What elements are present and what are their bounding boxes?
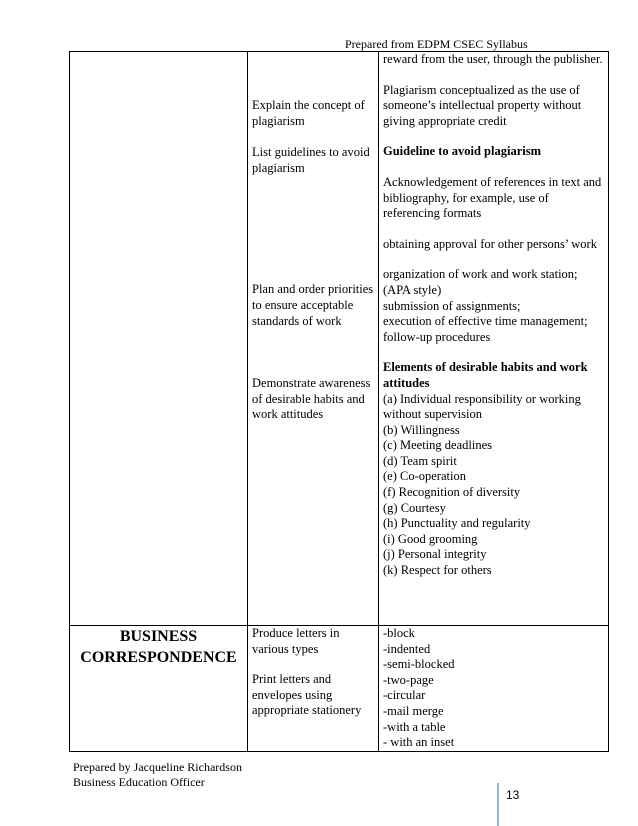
- objective-produce-letters: Produce letters in various types: [252, 626, 340, 656]
- list-item: -block: [383, 626, 415, 640]
- content-habits-heading: Elements of desirable habits and work attitudes: [383, 360, 588, 390]
- content-cell: [379, 52, 609, 626]
- list-item: -with a table: [383, 719, 446, 734]
- objectives-cell: [248, 626, 379, 752]
- table-row: [70, 626, 609, 752]
- list-item: (j) Personal integrity: [383, 547, 487, 562]
- objective-list-guidelines: List guidelines to avoid plagiarism: [252, 145, 370, 175]
- list-item: (b) Willingness: [383, 422, 460, 437]
- page-number: 13: [506, 788, 520, 802]
- list-item: -mail merge: [383, 703, 444, 718]
- content-cell: [379, 626, 609, 752]
- content-guideline-heading: Guideline to avoid plagiarism: [383, 144, 542, 159]
- list-item: (f) Recognition of diversity: [383, 485, 521, 500]
- list-item: -two-page: [383, 672, 434, 687]
- objectives-cell: [248, 52, 379, 626]
- table-row: [70, 52, 609, 626]
- page-footer: [73, 760, 242, 790]
- objective-explain-plagiarism: Explain the concept of plagiarism: [252, 98, 365, 128]
- list-item: (e) Co-operation: [383, 469, 466, 484]
- content-reward: reward from the user, through the publisher.: [383, 52, 603, 66]
- list-item: (c) Meeting deadlines: [383, 438, 492, 453]
- list-item: - with an inset: [383, 735, 455, 750]
- topic-title-line2: CORRESPONDENCE: [80, 649, 237, 666]
- list-item: -indented: [383, 641, 431, 656]
- objective-plan-priorities: Plan and order priorities to ensure acceptable standards of work: [252, 282, 374, 328]
- list-item: (d) Team spirit: [383, 453, 457, 468]
- page-number-divider: [497, 783, 499, 826]
- objective-desirable-habits: Demonstrate awareness of desirable habits and work attitudes: [252, 376, 371, 422]
- list-item: submission of assignments;: [383, 298, 521, 313]
- list-item: execution of effective time management;: [383, 314, 588, 329]
- footer-title: Business Education Officer: [73, 775, 205, 789]
- topic-cell: [70, 52, 248, 626]
- content-acknowledgement: Acknowledgement of references in text and bibliography, for example, use of referencing formats: [383, 174, 602, 221]
- page-header: Prepared from EDPM CSEC Syllabus: [345, 37, 528, 51]
- content-approval: obtaining approval for other persons’ work: [383, 236, 597, 251]
- topic-title-line1: BUSINESS: [119, 628, 198, 645]
- letter-types-list: [383, 626, 604, 751]
- list-item: -semi-blocked: [383, 657, 455, 672]
- habits-list: [383, 392, 604, 579]
- list-item: (k) Respect for others: [383, 563, 492, 578]
- syllabus-table: [69, 51, 609, 752]
- list-item: (h) Punctuality and regularity: [383, 516, 531, 531]
- list-item: -circular: [383, 688, 426, 703]
- content-plagiarism-definition: Plagiarism conceptualized as the use of someone’s intellectual property without giving appropriate credit: [383, 82, 582, 128]
- list-item: organization of work and work station; (APA style): [383, 267, 578, 297]
- list-item: follow-up procedures: [383, 329, 491, 344]
- list-item: (i) Good grooming: [383, 531, 478, 546]
- topic-cell: [70, 626, 248, 752]
- list-item: (g) Courtesy: [383, 500, 446, 515]
- objective-print-letters: Print letters and envelopes using appropriate stationery: [252, 672, 362, 718]
- footer-author: Prepared by Jacqueline Richardson: [73, 760, 242, 774]
- list-item: (a) Individual responsibility or working without supervision: [383, 391, 581, 422]
- organization-list: [383, 267, 604, 345]
